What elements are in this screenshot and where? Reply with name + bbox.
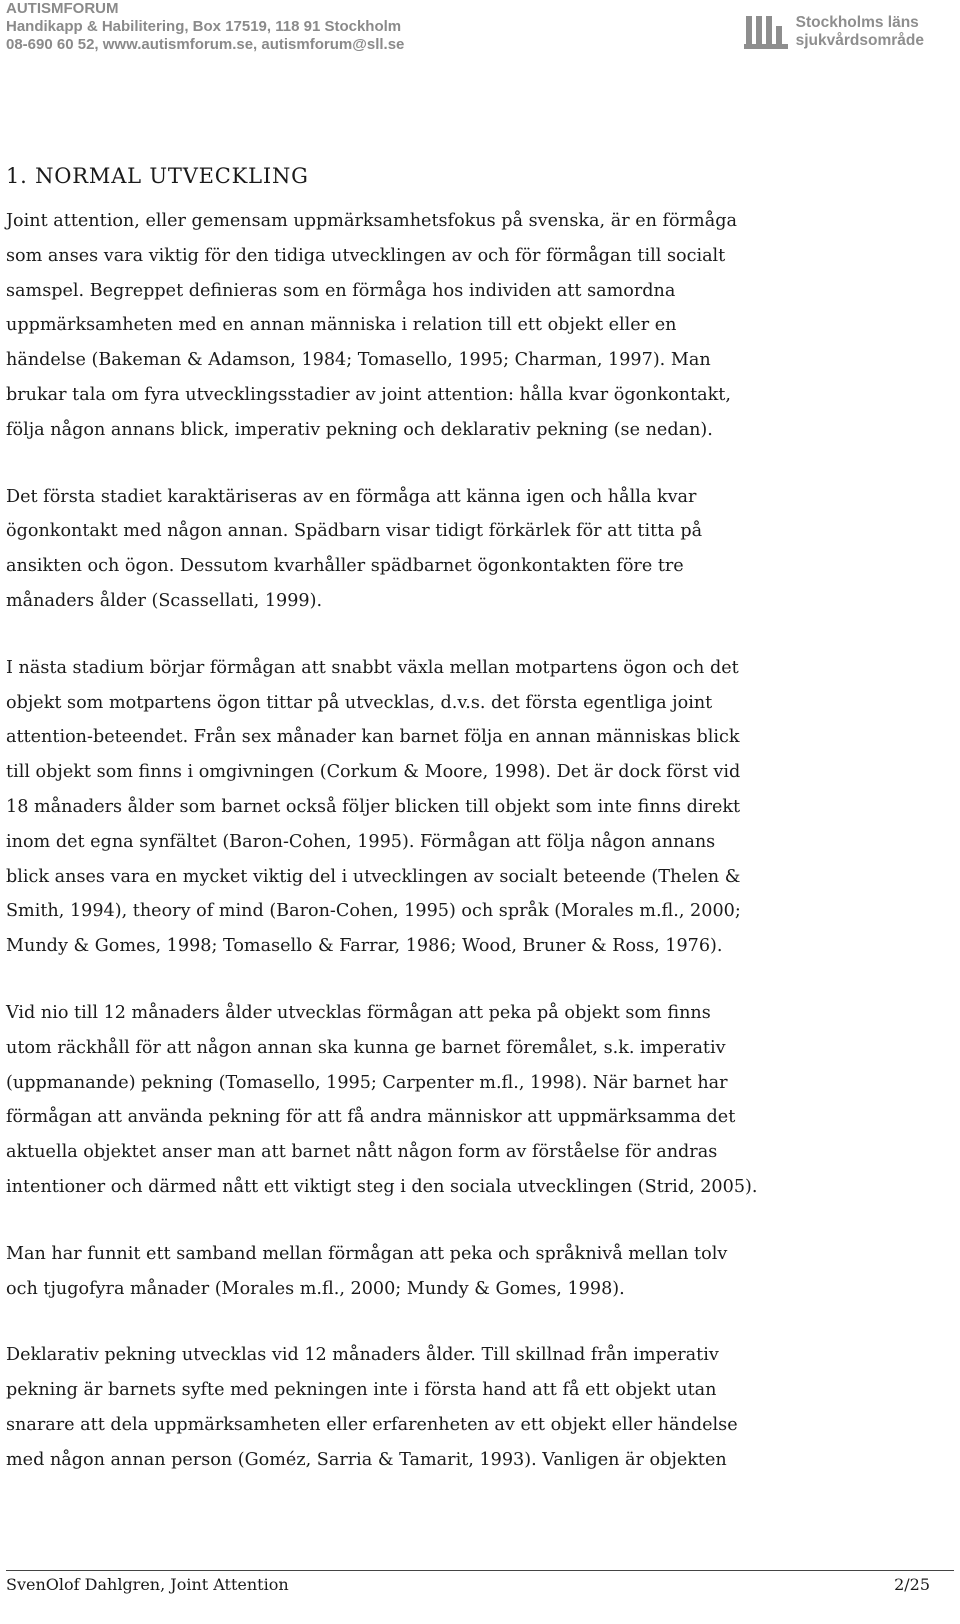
paragraph-line: uppmärksamheten med en annan människa i relation till ett objekt eller en xyxy=(6,315,677,336)
paragraph-line: pekning är barnets syfte med pekningen inte i första hand att få ett objekt utan xyxy=(6,1380,717,1401)
footer-divider xyxy=(6,1570,954,1571)
paragraph-line: aktuella objektet anser man att barnet nått någon form av förståelse för andras xyxy=(6,1142,718,1163)
paragraph-line: följa någon annans blick, imperativ pekning och deklarativ pekning (se nedan). xyxy=(6,419,713,440)
document-body xyxy=(6,158,906,1510)
paragraph-line: brukar tala om fyra utvecklingsstadier av joint attention: hålla kvar ögonkontakt, xyxy=(6,384,731,405)
paragraph-line: utom räckhåll för att någon annan ska kunna ge barnet föremålet, s.k. imperativ xyxy=(6,1037,726,1058)
logo-line1: Stockholms läns xyxy=(795,14,919,31)
paragraph-line: med någon annan person (Goméz, Sarria & Tamarit, 1993). Vanligen är objekten xyxy=(6,1449,727,1470)
org-name: AUTISMFORUM xyxy=(6,0,119,17)
org-address: Handikapp & Habilitering, Box 17519, 118 91 Stockholm xyxy=(6,18,402,35)
paragraph-line: ögonkontakt med någon annan. Spädbarn visar tidigt förkärlek för att titta på xyxy=(6,521,703,542)
paragraph-line: I nästa stadium börjar förmågan att snabbt växla mellan motpartens ögon och det xyxy=(6,657,739,678)
paragraph-line: 18 månaders ålder som barnet också följer blicken till objekt som inte finns direkt xyxy=(6,796,741,817)
logo-line2: sjukvårdsområde xyxy=(795,32,924,49)
org-contact: 08-690 60 52, www.autismforum.se, autismforum@sll.se xyxy=(6,36,405,53)
section-heading: 1. NORMAL UTVECKLING xyxy=(6,164,309,188)
footer-author-title: SvenOlof Dahlgren, Joint Attention xyxy=(6,1575,289,1594)
paragraph-line: Smith, 1994), theory of mind (Baron-Cohen, 1995) och språk (Morales m.fl., 2000; xyxy=(6,901,741,922)
paragraph-line: månaders ålder (Scassellati, 1999). xyxy=(6,590,323,611)
paragraph-line: Vid nio till 12 månaders ålder utvecklas förmågan att peka på objekt som finns xyxy=(6,1002,711,1023)
paragraph-line: objekt som motpartens ögon tittar på utvecklas, d.v.s. det första egentliga joint xyxy=(6,692,713,713)
sll-logo-icon xyxy=(744,14,788,50)
paragraph xyxy=(6,1338,906,1477)
header-contact-block xyxy=(6,0,404,54)
paragraph xyxy=(6,651,906,964)
paragraph-line: attention-beteendet. Från sex månader kan barnet följa en annan människas blick xyxy=(6,727,740,748)
paragraph-line: händelse (Bakeman & Adamson, 1984; Tomasello, 1995; Charman, 1997). Man xyxy=(6,350,711,371)
paragraph-line: ansikten och ögon. Dessutom kvarhåller spädbarnet ögonkontakten före tre xyxy=(6,556,684,577)
paragraph xyxy=(6,1237,906,1307)
paragraph xyxy=(6,996,906,1205)
paragraph-line: Det första stadiet karaktäriseras av en förmåga att känna igen och hålla kvar xyxy=(6,486,697,507)
paragraph-line: Man har funnit ett samband mellan förmågan att peka och språknivå mellan tolv xyxy=(6,1243,728,1264)
paragraph-line: samspel. Begreppet definieras som en förmåga hos individen att samordna xyxy=(6,280,676,301)
paragraph-line: Deklarativ pekning utvecklas vid 12 månaders ålder. Till skillnad från imperativ xyxy=(6,1345,719,1366)
paragraph-line: förmågan att använda pekning för att få andra människor att uppmärksamma det xyxy=(6,1107,736,1128)
paragraph-line: intentioner och därmed nått ett viktigt steg i den sociala utvecklingen (Strid, 2005). xyxy=(6,1176,758,1197)
footer-page-number: 2/25 xyxy=(894,1575,930,1594)
paragraph xyxy=(6,204,906,448)
sll-logo xyxy=(744,14,924,50)
paragraph xyxy=(6,480,906,619)
paragraph-line: Mundy & Gomes, 1998; Tomasello & Farrar, 1986; Wood, Bruner & Ross, 1976). xyxy=(6,936,723,957)
paragraph-line: inom det egna synfältet (Baron-Cohen, 1995). Förmågan att följa någon annans xyxy=(6,831,716,852)
paragraph-line: som anses vara viktig för den tidiga utvecklingen av och för förmågan till socialt xyxy=(6,245,726,266)
paragraph-line: Joint attention, eller gemensam uppmärksamhetsfokus på svenska, är en förmåga xyxy=(6,211,737,231)
paragraph-line: och tjugofyra månader (Morales m.fl., 2000; Mundy & Gomes, 1998). xyxy=(6,1278,625,1299)
paragraph-list xyxy=(6,204,906,1478)
paragraph-line: blick anses vara en mycket viktig del i utvecklingen av socialt beteende (Thelen & xyxy=(6,866,741,887)
logo-wordmark xyxy=(796,14,924,50)
paragraph-line: till objekt som finns i omgivningen (Corkum & Moore, 1998). Det är dock först vid xyxy=(6,762,741,783)
paragraph-line: (uppmanande) pekning (Tomasello, 1995; Carpenter m.fl., 1998). När barnet har xyxy=(6,1072,728,1093)
paragraph-line: snarare att dela uppmärksamheten eller erfarenheten av ett objekt eller händelse xyxy=(6,1414,738,1435)
